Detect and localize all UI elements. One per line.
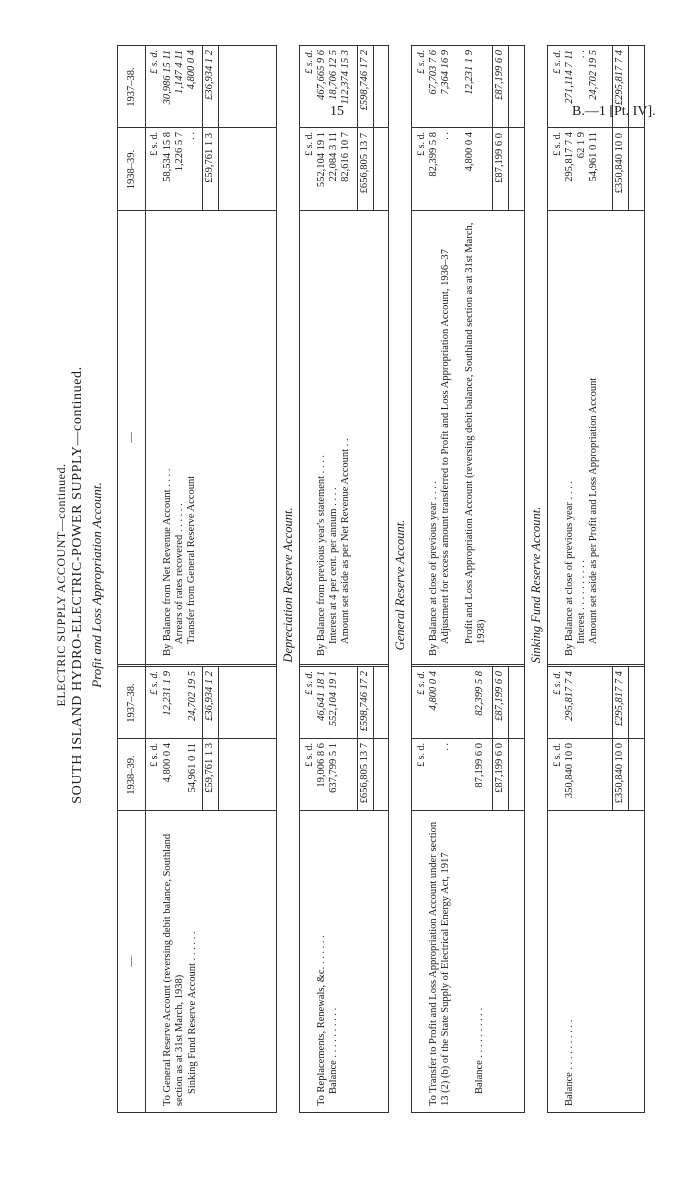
units-row: £ s. d. [416, 671, 427, 695]
gr-left-total-1939: £87,199 6 0 [494, 743, 505, 793]
gr-left-particulars-1: To Transfer to Profit and Loss Appropriation Account under section 13 (2) (b) of the State Supply of Electrical Energy Act, 1917 [428, 821, 451, 1106]
dep-right-1939-3: 82,616 10 7 [340, 132, 351, 182]
gr-right-1938-2: 7,364 16 9 [440, 50, 451, 95]
pl-right-particulars-1: By Balance from Net Revenue Account . . . . [162, 468, 173, 656]
pl-right-1938-3: 4,800 0 4 [186, 50, 197, 90]
sf-right-1938-1: 271,114 7 11 [564, 50, 575, 104]
dep-left-total-1938: £598,746 17 2 [359, 671, 370, 732]
sf-left-total-1939: £350,840 10 0 [614, 743, 625, 804]
gr-right-1939-3: 4,800 0 4 [464, 132, 475, 172]
units-row: £ s. d. [416, 50, 427, 74]
sf-right-particulars-1: By Balance at close of previous year . . . . [564, 481, 575, 656]
dep-right-1938-2: 18,706 12 5 [328, 50, 339, 100]
units-row: £ s. d. [304, 132, 315, 156]
pl-right-total-1938: £36,934 1 2 [204, 50, 215, 100]
sf-right-total-1939: £350,840 10 0 [614, 133, 625, 194]
dep-left-1939-1: 19,006 8 6 [316, 743, 327, 788]
dep-left-1939-2: 637,799 5 1 [328, 743, 339, 793]
pl-left-1939-2: 54,961 0 11 [187, 743, 198, 793]
gr-left-1938-2: 82,399 5 8 [474, 671, 485, 716]
gr-right-total-1939: £87,199 6 0 [494, 133, 505, 183]
units-row: £ s. d. [416, 743, 427, 767]
depreciation-title: Depreciation Reserve Account. [281, 507, 295, 663]
gr-right-1938-3: 12,231 1 9 [464, 50, 475, 95]
sinking-fund-title: Sinking Fund Reserve Account. [529, 506, 543, 664]
header-1937-38-left: 1937–38. [126, 683, 137, 723]
depreciation-table [299, 45, 389, 1113]
dep-right-particulars-2: Interest at 4 per cent. per annum . . . . [328, 487, 339, 644]
units-row: £ s. d. [149, 50, 160, 74]
units-row: £ s. d. [552, 743, 563, 767]
pl-right-particulars-2: Arrears of rates recovered . . . . . . [174, 503, 185, 644]
sf-right-total-1938: £295,817 7 4 [614, 50, 625, 106]
page-number: 15 [330, 104, 344, 119]
gr-right-particulars-2: Adjustment for excess amount transferred to Profit and Loss Appropriation Account, 1936–37 [440, 249, 451, 644]
pl-left-1939-1: 4,800 0 4 [162, 743, 173, 783]
dep-right-1938-3: 112,374 15 3 [340, 50, 351, 105]
dep-right-1939-2: 22,084 3 11 [328, 132, 339, 182]
sf-left-total [612, 667, 629, 811]
rotated-document-page [55, 45, 645, 1125]
gr-right-total-1938: £87,199 6 0 [494, 50, 505, 100]
pl-left-total-1938: £36,934 1 2 [204, 671, 215, 721]
gr-left-1938-1: 4,800 0 4 [428, 671, 439, 711]
sf-right-particulars-3: Amount set aside as per Profit and Loss Appropriation Account [588, 377, 599, 644]
sf-right-1939-3: 54,961 0 11 [588, 132, 599, 182]
units-row: £ s. d. [416, 132, 427, 156]
gr-left-1939-2: 87,199 6 0 [474, 743, 485, 788]
gr-left-particulars-2: Balance . . . . . . . . . . [474, 1007, 485, 1094]
units-row: £ s. d. [304, 743, 315, 767]
pl-right-1938-2: 1,147 4 11 [174, 50, 185, 94]
sinking-fund-table [547, 45, 645, 1113]
sf-left-1938-1: 295,817 7 4 [564, 671, 575, 721]
units-row: £ s. d. [149, 132, 160, 156]
gr-right-particulars-1: By Balance at close of previous year . . . . [428, 481, 439, 656]
sf-left-1939-1: 350,840 10 0 [564, 743, 575, 799]
pl-right-particulars-3: Transfer from General Reserve Account [186, 475, 197, 644]
dep-left-total-1939: £656,805 13 7 [359, 743, 370, 804]
gr-left-total-1938: £87,199 6 0 [494, 671, 505, 721]
heading-line-1: ELECTRIC SUPPLY ACCOUNT—continued. [54, 463, 68, 707]
sf-left-particulars-1: Balance . . . . . . . . . . [564, 1019, 575, 1106]
heading-line-2: SOUTH ISLAND HYDRO-ELECTRIC-POWER SUPPLY—continued. [70, 366, 85, 804]
dep-left-total [357, 667, 374, 811]
pl-right-1939-1: 58,534 15 8 [162, 132, 173, 182]
page-reference: B.—1 [Pt. IV]. [572, 104, 656, 119]
header-1937-38-right: 1937–38. [126, 67, 137, 107]
dep-right-1938-1: 467,665 9 6 [316, 50, 327, 100]
general-reserve-title: General Reserve Account. [393, 519, 407, 651]
header-blank-left: — [126, 956, 137, 967]
dep-right-total-1939: £656,805 13 7 [359, 133, 370, 194]
dep-right-particulars-1: By Balance from previous year's statement . . . . [316, 454, 327, 656]
sf-right-1938-3: 24,702 19 5 [588, 50, 599, 100]
gr-left-1939-1: . . [440, 743, 451, 751]
units-row: £ s. d. [552, 671, 563, 695]
dep-left-particulars-1: To Replacements, Renewals, &c. . . . . . . [316, 935, 327, 1106]
pl-left-particulars-2: Sinking Fund Reserve Account . . . . . . [187, 931, 198, 1094]
dep-right-total-1938: £598,746 17 2 [359, 50, 370, 111]
dep-left-1938-2: 552,104 19 1 [328, 671, 339, 727]
profit-loss-table [117, 45, 277, 1113]
pl-right-1938-1: 30,986 15 11 [162, 50, 173, 105]
dep-left-particulars-2: Balance . . . . . . . . . . [328, 1007, 339, 1094]
dep-left-1938-1: 46,641 18 1 [316, 671, 327, 721]
sf-right-total [612, 46, 629, 211]
units-row: £ s. d. [304, 671, 315, 695]
gr-right-particulars-3: Profit and Loss Appropriation Account (reversing debit balance, Southland section as at 31st March, 1938) [464, 222, 487, 644]
gr-right-1939-2: . . [440, 132, 451, 140]
gr-left-total [492, 667, 509, 811]
sf-right-1939-2: 62 1 9 [576, 132, 587, 159]
units-row: £ s. d. [552, 132, 563, 156]
pl-right-total [202, 46, 219, 211]
general-reserve-table [411, 45, 525, 1113]
units-row: £ s. d. [552, 50, 563, 74]
header-1938-39-right: 1938–39. [126, 149, 137, 190]
pl-right-1939-2: 1,226 5 7 [174, 132, 185, 172]
dep-right-particulars-3: Amount set aside as per Net Revenue Account . . [340, 438, 351, 644]
pl-left-1938-1: 12,231 1 9 [162, 671, 173, 716]
sf-right-1939-1: 295,817 7 4 [564, 132, 575, 182]
sf-right-1938-2: . . [576, 50, 587, 58]
gr-right-1939-1: 82,399 5 8 [428, 132, 439, 177]
gr-right-1938-1: 67,703 7 6 [428, 50, 439, 95]
pl-left-particulars-1: To General Reserve Account (reversing debit balance, Southland section as at 31st March, 1938) [162, 833, 185, 1106]
dep-right-1939-1: 552,104 19 1 [316, 132, 327, 188]
units-row: £ s. d. [304, 50, 315, 74]
units-row: £ s. d. [149, 743, 160, 767]
header-1938-39-left: 1938–39. [126, 755, 137, 795]
pl-left-1938-2: 24,702 19 5 [187, 671, 198, 721]
gr-right-total [492, 46, 509, 211]
sf-right-particulars-2: Interest . . . . . . . . . . [576, 560, 587, 644]
heading-line-3: Profit and Loss Appropriation Account. [89, 482, 104, 688]
header-blank-right: — [126, 432, 137, 443]
units-row: £ s. d. [149, 671, 160, 695]
pl-left-total-1939: £59,761 1 3 [204, 743, 215, 793]
sf-left-total-1938: £295,817 7 4 [614, 671, 625, 727]
pl-left-total [202, 667, 219, 811]
dep-right-total [357, 46, 374, 211]
pl-right-total-1939: £59,761 1 3 [204, 133, 215, 183]
pl-right-1939-3: . . [186, 132, 197, 140]
